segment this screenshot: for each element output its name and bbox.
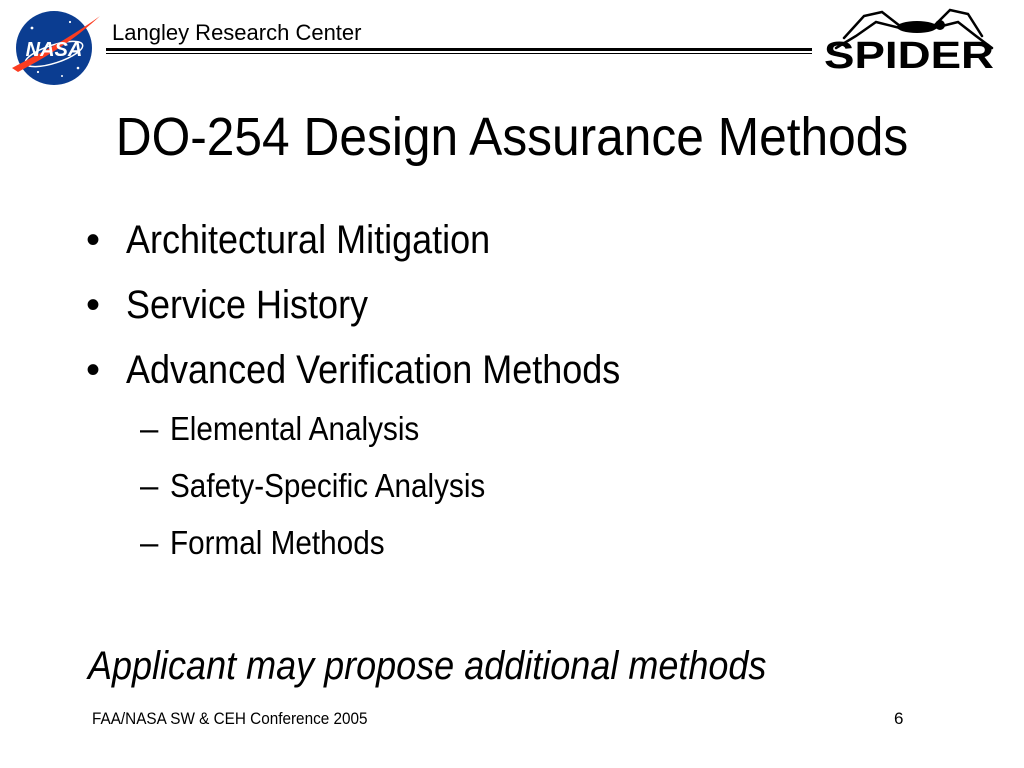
bullet-marker: •	[86, 348, 101, 392]
bullet-text: Advanced Verification Methods	[126, 348, 621, 392]
spider-logo-text: SPIDER	[824, 35, 994, 77]
bullet-text: Service History	[126, 283, 369, 327]
sub-bullet-text: Formal Methods	[170, 524, 385, 561]
dash-marker: –	[140, 524, 159, 561]
bullet-marker: •	[86, 283, 101, 327]
slide-title: DO-254 Design Assurance Methods	[115, 107, 909, 167]
nasa-logo-icon	[8, 6, 104, 90]
page-number: 6	[894, 709, 904, 728]
italic-note: Applicant may propose additional methods	[88, 644, 767, 688]
footer-conference: FAA/NASA SW & CEH Conference 2005	[92, 709, 368, 728]
sub-bullet-text: Elemental Analysis	[170, 410, 420, 447]
bullet-marker: •	[86, 218, 101, 262]
bullet-text: Architectural Mitigation	[126, 218, 491, 262]
organization-name: Langley Research Center	[112, 20, 362, 45]
dash-marker: –	[140, 467, 159, 504]
header-divider	[106, 48, 812, 54]
sub-bullet-text: Safety-Specific Analysis	[170, 467, 486, 504]
nasa-logo-text: NASA	[25, 39, 83, 61]
spider-logo-icon	[816, 2, 1002, 90]
dash-marker: –	[140, 410, 159, 447]
